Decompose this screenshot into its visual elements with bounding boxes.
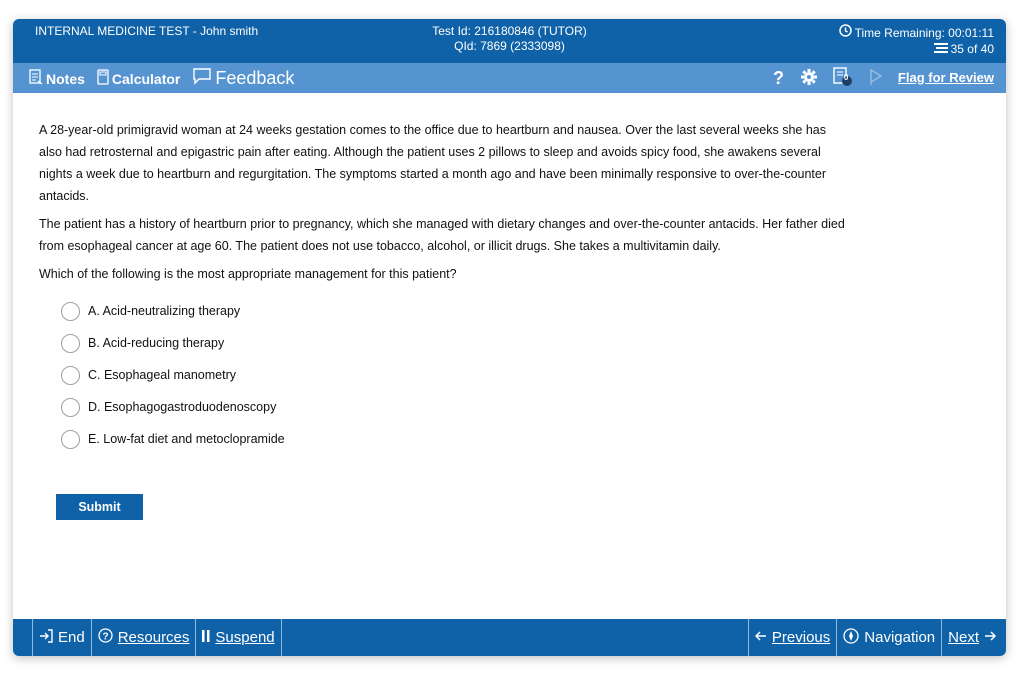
exam-window	[13, 19, 1006, 656]
answer-choice-e[interactable]	[61, 423, 849, 455]
question-stem-1: A 28-year-old primigravid woman at 24 weeks gestation comes to the office due to heartburn and nausea. Over the last several weeks she has also had retrosternal and epigastric pain after eating. Although the patient uses 2 pillows to sleep and avoids spicy food, she awakens several nights a week due to heartburn and regurgitation. The symptoms started a month ago and have been minimally responsive to over-the-counter antacids.	[39, 123, 827, 203]
arrow-left-icon	[755, 629, 767, 646]
compass-icon	[843, 628, 859, 648]
question-content	[39, 119, 849, 455]
footer-spacer-left	[13, 619, 33, 656]
resources-label: Resources	[117, 629, 190, 646]
speech-bubble-icon	[192, 67, 212, 90]
answer-choice-a[interactable]	[61, 295, 849, 327]
calculator-label: Calculator	[111, 70, 181, 87]
help-icon[interactable]	[772, 68, 786, 86]
notes-icon	[29, 69, 43, 88]
choice-label: D. Esophagogastroduodenoscopy	[88, 400, 277, 414]
navigation-button[interactable]	[837, 619, 942, 656]
radio-button[interactable]	[61, 302, 80, 321]
header-bar	[13, 19, 1006, 63]
radio-button[interactable]	[61, 398, 80, 417]
answer-choice-b[interactable]	[61, 327, 849, 359]
end-label: End	[58, 629, 85, 646]
test-id: Test Id: 216180846 (TUTOR)	[432, 24, 587, 38]
calculator-button[interactable]	[97, 69, 180, 88]
help-circle-icon	[98, 628, 113, 647]
flag-icon[interactable]	[868, 68, 884, 86]
toolbar	[13, 63, 1006, 93]
radio-button[interactable]	[61, 334, 80, 353]
svg-text:?: ?	[102, 631, 109, 643]
flag-for-review-button[interactable]: Flag for Review	[897, 69, 994, 85]
question-id: QId: 7869 (2333098)	[454, 39, 565, 53]
answer-choice-c[interactable]	[61, 359, 849, 391]
choice-label: B. Acid-reducing therapy	[88, 336, 225, 350]
test-status	[839, 24, 994, 57]
previous-button[interactable]	[749, 619, 837, 656]
footer-bar	[13, 619, 1006, 656]
test-title: INTERNAL MEDICINE TEST - John smith	[35, 24, 259, 38]
gear-icon[interactable]	[800, 68, 818, 86]
feedback-label: Feedback	[215, 68, 295, 88]
exit-icon	[39, 629, 53, 647]
answer-choice-d[interactable]	[61, 391, 849, 423]
radio-button[interactable]	[61, 366, 80, 385]
footer-spacer	[282, 619, 749, 656]
suspend-button[interactable]	[196, 619, 281, 656]
pause-icon	[202, 629, 210, 646]
time-remaining	[839, 24, 994, 41]
lab-badge: 0	[843, 73, 849, 82]
question-prompt: Which of the following is the most appropriate management for this patient?	[39, 267, 457, 281]
resources-button[interactable]	[92, 619, 197, 656]
question-progress	[839, 41, 994, 57]
time-remaining-text: Time Remaining: 00:01:11	[854, 25, 994, 40]
choice-label: C. Esophageal manometry	[88, 368, 236, 382]
progress-text: 35 of 40	[950, 42, 994, 56]
lab-values-icon[interactable]	[832, 67, 854, 87]
previous-label: Previous	[771, 629, 831, 646]
notes-label: Notes	[46, 70, 85, 87]
choice-label: E. Low-fat diet and metoclopramide	[88, 432, 285, 446]
calculator-icon	[97, 69, 109, 88]
list-icon	[934, 41, 948, 57]
next-button[interactable]	[942, 619, 1006, 656]
svg-text:?: ?	[772, 68, 784, 86]
end-button[interactable]	[33, 619, 92, 656]
notes-button[interactable]	[29, 69, 85, 88]
arrow-right-icon	[984, 629, 996, 646]
clock-icon	[839, 24, 852, 41]
suspend-label: Suspend	[215, 629, 275, 646]
answer-choices	[61, 295, 849, 455]
next-label: Next	[948, 629, 979, 646]
question-stem-2: The patient has a history of heartburn prior to pregnancy, which she managed with dietary changes and over-the-counter antacids. Her father died from esophageal cancer at age 60. The patient does not use tobacco, alcohol, or illicit drugs. She takes a multivitamin daily.	[39, 217, 845, 253]
radio-button[interactable]	[61, 430, 80, 449]
feedback-button[interactable]	[192, 67, 294, 90]
submit-button[interactable]: Submit	[56, 494, 143, 520]
navigation-label: Navigation	[864, 629, 936, 646]
choice-label: A. Acid-neutralizing therapy	[88, 304, 241, 318]
